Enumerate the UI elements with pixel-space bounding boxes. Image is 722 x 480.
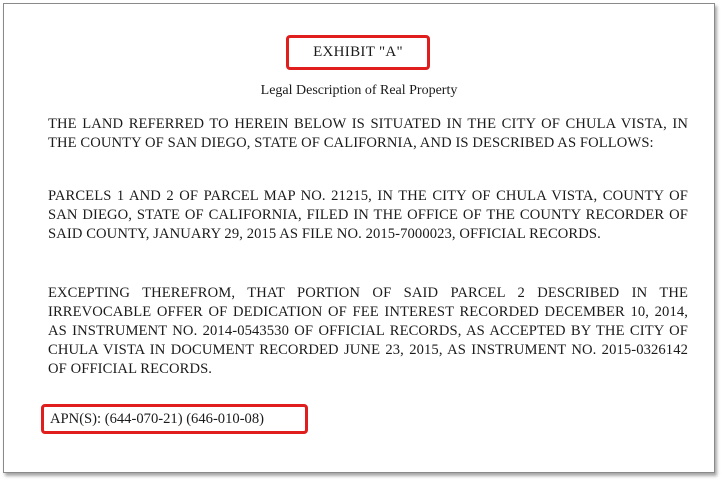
exhibit-title: EXHIBIT "A": [313, 44, 403, 60]
exhibit-title-wrap: [4, 35, 714, 70]
exhibit-title-highlight: [286, 35, 430, 70]
paragraph-land-location: THE LAND REFERRED TO HEREIN BELOW IS SITUATED IN THE CITY OF CHULA VISTA, IN THE COUNTY OF SAN DIEGO, STATE OF CALIFORNIA, AND IS DESCRIBED AS FOLLOWS:: [48, 116, 688, 151]
paragraph-exception: EXCEPTING THEREFROM, THAT PORTION OF SAID PARCEL 2 DESCRIBED IN THE IRREVOCABLE OFFER OF DEDICATION OF FEE INTEREST RECORDED DECEMBER 10, 2014, AS INSTRUMENT NO. 2014-0543530 OF OFFICIAL RECORDS, AS ACCEPTED BY THE CITY OF CHULA VISTA IN DOCUMENT RECORDED JUNE 23, 2015, AS INSTRUMENT NO. 2015-0326142 OF OFFICIAL RECORDS.: [48, 285, 688, 377]
apn-numbers: APN(S): (644-070-21) (646-010-08): [50, 411, 265, 427]
exhibit-subtitle: Legal Description of Real Property: [260, 83, 458, 98]
paragraph-parcels: PARCELS 1 AND 2 OF PARCEL MAP NO. 21215, IN THE CITY OF CHULA VISTA, COUNTY OF SAN DIEGO, STATE OF CALIFORNIA, FILED IN THE OFFICE OF THE COUNTY RECORDER OF SAID COUNTY, JANUARY 29, 2015 AS FILE NO. 2015-7000023, OFFICIAL RECORDS.: [48, 188, 688, 242]
apn-highlight: [41, 404, 308, 434]
document-frame: [3, 3, 715, 473]
